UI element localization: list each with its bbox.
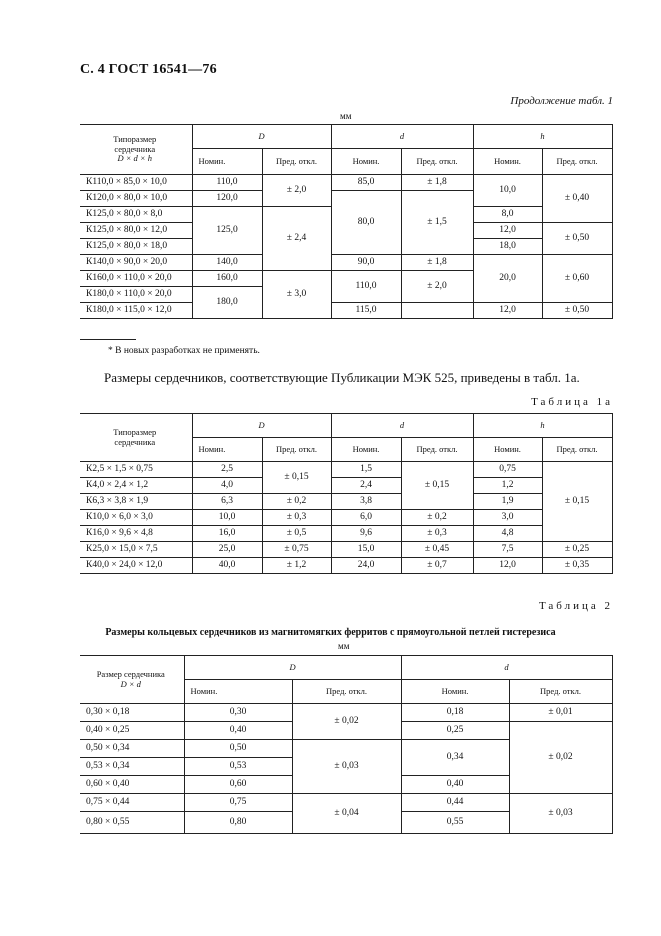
table2-D-nom-header: Номин. (184, 680, 292, 704)
table1a-cell: ± 0,25 (542, 542, 612, 558)
table1-cell: 110,0 (192, 175, 262, 191)
table1a-header-type (80, 414, 192, 462)
table1a-header-h: h (473, 414, 612, 438)
table1-h-nom-header: Номин. (473, 149, 542, 175)
table1a-row-label: К4,0 × 2,4 × 1,2 (80, 478, 192, 494)
table1-header-d: d (331, 125, 473, 149)
table2-cell: ± 0,01 (509, 704, 612, 722)
table1a-cell: 1,5 (331, 462, 401, 478)
table1-cell: 12,0 (473, 223, 542, 239)
table2-cell: 0,53 (184, 758, 292, 776)
table1-header-type-text: Типоразмер сердечника (113, 134, 157, 154)
table1-cell: 18,0 (473, 239, 542, 255)
table1-cell: 120,0 (192, 191, 262, 207)
table2-cell: ± 0,02 (509, 722, 612, 794)
table1-cell: 85,0 (331, 175, 401, 191)
table1a-cell: 15,0 (331, 542, 401, 558)
table2-title: Размеры кольцевых сердечников из магнитомягких ферритов с прямоугольной петлей гистерезиса (105, 627, 556, 638)
units-label: мм (340, 111, 352, 121)
table1a-D-dev-header: Пред. откл. (262, 438, 331, 462)
table2-header-type-text: Размер сердечника (96, 669, 165, 680)
table1-header-formula: D × d × h (117, 153, 153, 164)
table1a-cell: 1,9 (473, 494, 542, 510)
table1a-row-label: К6,3 × 3,8 × 1,9 (80, 494, 192, 510)
table2-cell: 0,30 (184, 704, 292, 722)
table2-header-type (80, 656, 184, 704)
table2-row-label: 0,30 × 0,18 (80, 704, 184, 722)
table1-D-nom-header: Номин. (192, 149, 262, 175)
table2-cell: 0,44 (401, 794, 509, 812)
table1a-cell: ± 0,5 (262, 526, 331, 542)
table1a-cell: ± 0,2 (262, 494, 331, 510)
table1a-header-d: d (331, 414, 473, 438)
table1a-cell: ± 0,2 (401, 510, 473, 526)
table1-cell: 90,0 (331, 255, 401, 271)
table2-row-label: 0,80 × 0,55 (80, 812, 184, 834)
table1a-cell: ± 0,15 (401, 462, 473, 510)
table1-h-dev-header: Пред. откл. (542, 149, 612, 175)
footnote-divider (80, 339, 136, 340)
table2-cell: ± 0,04 (292, 794, 401, 834)
table2-cell: 0,80 (184, 812, 292, 834)
table1a-cell: 1,2 (473, 478, 542, 494)
table2-cell: 0,75 (184, 794, 292, 812)
table1-row-label: К120,0 × 80,0 × 10,0 (80, 191, 192, 207)
table2-units-label: мм (338, 641, 350, 651)
table1-cell: ± 0,40 (542, 175, 612, 223)
table1a-cell: ± 0,15 (262, 462, 331, 494)
table1-cell: ± 0,50 (542, 223, 612, 255)
table1a-d-dev-header: Пред. откл. (401, 438, 473, 462)
table1-cell: ± 2,4 (262, 207, 331, 271)
table1-cell: 125,0 (192, 207, 262, 255)
table1-cell: 115,0 (331, 303, 401, 319)
table1a-caption: Таблица 1а (531, 396, 613, 408)
table1-row-label: К140,0 × 90,0 × 20,0 (80, 255, 192, 271)
table1a-d-nom-header: Номин. (331, 438, 401, 462)
table1a-cell: ± 0,3 (262, 510, 331, 526)
table1a-cell: 3,0 (473, 510, 542, 526)
table-2 (80, 655, 613, 834)
table1-header-h: h (473, 125, 612, 149)
page-header: С. 4 ГОСТ 16541—76 (80, 62, 217, 77)
table1-row-label: К180,0 × 115,0 × 12,0 (80, 303, 192, 319)
table1a-cell: ± 0,3 (401, 526, 473, 542)
table2-caption: Таблица 2 (538, 600, 613, 612)
table1a-cell: 24,0 (331, 558, 401, 574)
table1-cell: 20,0 (473, 255, 542, 303)
table1-cell: ± 0,50 (542, 303, 612, 319)
table-1 (80, 124, 613, 319)
table1-cell: ± 0,60 (542, 255, 612, 303)
table1a-cell: 10,0 (192, 510, 262, 526)
table1-row-label: К125,0 × 80,0 × 18,0 (80, 239, 192, 255)
footnote: * В новых разработках не применять. (108, 346, 260, 356)
table1-cell: 8,0 (473, 207, 542, 223)
table1-d-dev-header: Пред. откл. (401, 149, 473, 175)
table2-cell: 0,40 (401, 776, 509, 794)
table1a-h-dev-header: Пред. откл. (542, 438, 612, 462)
table1a-row-label: К40,0 × 24,0 × 12,0 (80, 558, 192, 574)
table1-cell: ± 2,0 (401, 271, 473, 303)
table1a-cell: 4,8 (473, 526, 542, 542)
table1-cell: ± 3,0 (262, 271, 331, 319)
table2-cell: ± 0,03 (292, 740, 401, 794)
table1a-cell: 6,3 (192, 494, 262, 510)
table1a-row-label: К16,0 × 9,6 × 4,8 (80, 526, 192, 542)
table1a-row-label: К25,0 × 15,0 × 7,5 (80, 542, 192, 558)
table1a-cell: 2,5 (192, 462, 262, 478)
table1-row-label: К110,0 × 85,0 × 10,0 (80, 175, 192, 191)
table1a-cell: 2,4 (331, 478, 401, 494)
table2-cell: 0,34 (401, 740, 509, 776)
table2-header-D: D (184, 656, 401, 680)
table2-cell: 0,40 (184, 722, 292, 740)
table1-cell: 110,0 (331, 271, 401, 303)
table1a-h-nom-header: Номин. (473, 438, 542, 462)
table2-header-formula: D × d (120, 678, 141, 689)
table1-header-D: D (192, 125, 331, 149)
table1-cell: 140,0 (192, 255, 262, 271)
table1-cell: ± 2,0 (262, 175, 331, 207)
table1a-cell: ± 0,45 (401, 542, 473, 558)
table2-cell: 0,25 (401, 722, 509, 740)
table1-cell: 160,0 (192, 271, 262, 287)
table2-cell: ± 0,03 (509, 794, 612, 834)
table1-row-label: К125,0 × 80,0 × 12,0 (80, 223, 192, 239)
table2-cell: 0,55 (401, 812, 509, 834)
table1a-cell: ± 1,2 (262, 558, 331, 574)
table1-row-label: К160,0 × 110,0 × 20,0 (80, 271, 192, 287)
table1a-cell: 9,6 (331, 526, 401, 542)
table2-cell: ± 0,02 (292, 704, 401, 740)
table1a-cell: 16,0 (192, 526, 262, 542)
table2-d-dev-header: Пред. откл. (509, 680, 612, 704)
table1a-cell: ± 0,7 (401, 558, 473, 574)
table1-d-nom-header: Номин. (331, 149, 401, 175)
table1-cell: ± 1,8 (401, 255, 473, 271)
table1-cell: 12,0 (473, 303, 542, 319)
table2-row-label: 0,40 × 0,25 (80, 722, 184, 740)
table1-row-label: К180,0 × 110,0 × 20,0 (80, 287, 192, 303)
table-1a (80, 413, 613, 574)
table2-cell: 0,60 (184, 776, 292, 794)
table1-cell: 10,0 (473, 175, 542, 207)
table1a-row-label: К2,5 × 1,5 × 0,75 (80, 462, 192, 478)
table2-header-d: d (401, 656, 612, 680)
table1a-cell: 4,0 (192, 478, 262, 494)
table-continuation-label: Продолжение табл. 1 (510, 95, 613, 107)
table2-d-nom-header: Номин. (401, 680, 509, 704)
table2-row-label: 0,50 × 0,34 (80, 740, 184, 758)
table1a-cell: ± 0,35 (542, 558, 612, 574)
table1a-row-label: К10,0 × 6,0 × 3,0 (80, 510, 192, 526)
table2-D-dev-header: Пред. откл. (292, 680, 401, 704)
table1a-cell: 6,0 (331, 510, 401, 526)
body-paragraph: Размеры сердечников, соответствующие Публикации МЭК 525, приведены в табл. 1а. (104, 370, 580, 385)
table1-cell: 180,0 (192, 287, 262, 319)
table1-cell: ± 1,8 (401, 175, 473, 191)
table2-cell: 0,18 (401, 704, 509, 722)
table1-cell (401, 303, 473, 319)
table1a-D-nom-header: Номин. (192, 438, 262, 462)
table1a-cell: ± 0,75 (262, 542, 331, 558)
table2-row-label: 0,60 × 0,40 (80, 776, 184, 794)
table1a-cell: 12,0 (473, 558, 542, 574)
table1-D-dev-header: Пред. откл. (262, 149, 331, 175)
table1a-cell: ± 0,15 (542, 462, 612, 542)
table1a-header-type-text: Типоразмер сердечника (113, 427, 157, 447)
table1a-cell: 7,5 (473, 542, 542, 558)
table1a-cell: 3,8 (331, 494, 401, 510)
table2-cell: 0,50 (184, 740, 292, 758)
table2-row-label: 0,75 × 0,44 (80, 794, 184, 812)
table1a-cell: 25,0 (192, 542, 262, 558)
table1-row-label: К125,0 × 80,0 × 8,0 (80, 207, 192, 223)
table1-cell: 80,0 (331, 191, 401, 255)
table1-cell: ± 1,5 (401, 191, 473, 255)
table1-header-type (80, 125, 192, 175)
table1a-cell: 40,0 (192, 558, 262, 574)
table2-row-label: 0,53 × 0,34 (80, 758, 184, 776)
table1a-cell: 0,75 (473, 462, 542, 478)
table1a-header-D: D (192, 414, 331, 438)
